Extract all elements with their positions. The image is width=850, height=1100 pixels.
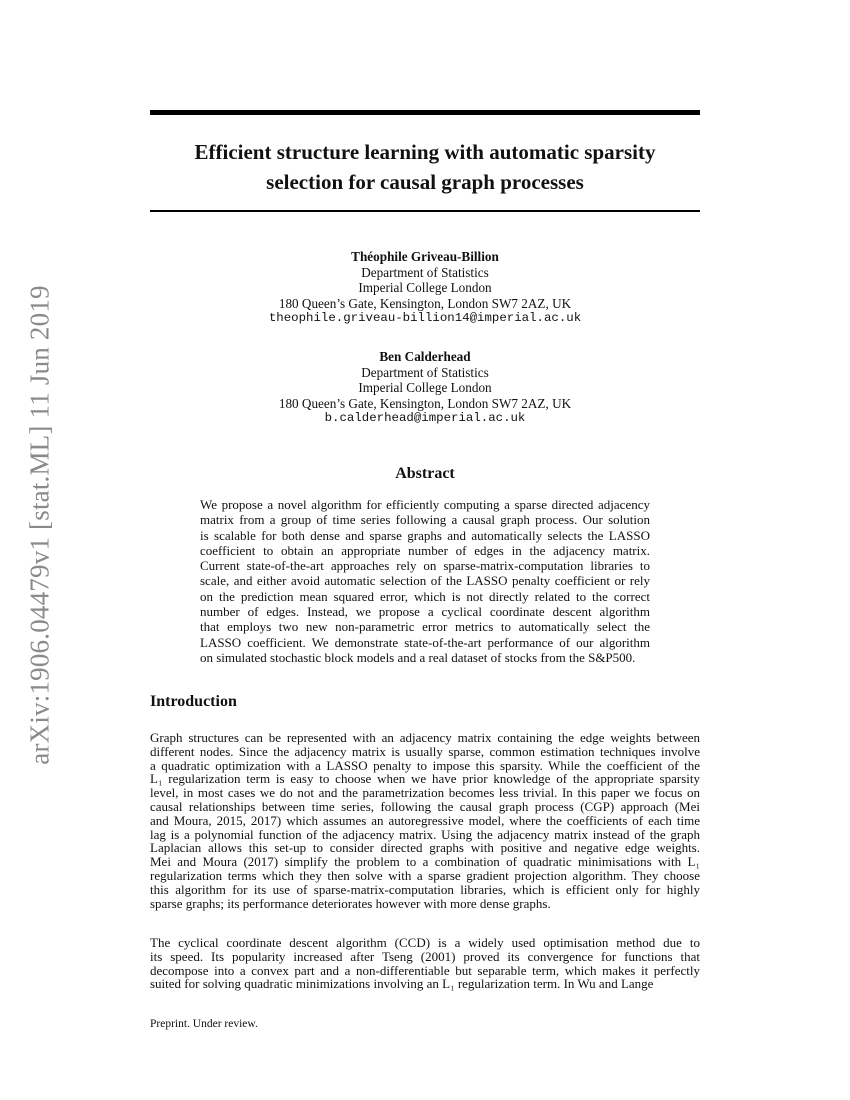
introduction-heading: Introduction xyxy=(150,693,237,710)
paper-title xyxy=(150,137,700,197)
author-email[interactable]: theophile.griveau-billion14@imperial.ac.uk xyxy=(268,311,582,326)
text-line: level, in most cases we do not and the parametrization becomes less trivial. In this paper we focus on xyxy=(150,785,700,801)
text-line: its speed. Its popularity increased after Tseng (2001) proved its convergence for functions that xyxy=(150,948,700,964)
text-line: and Moura, 2015, 2017) which assumes an autoregressive model, where the coefficients of each time xyxy=(150,812,700,828)
author-address: 180 Queen’s Gate, Kensington, London SW7 2AZ, UK xyxy=(278,295,572,311)
author-email[interactable]: b.calderhead@imperial.ac.uk xyxy=(324,411,526,426)
author-inst: Imperial College London xyxy=(358,380,492,396)
text-line: decompose into a convex part and a non-differentiable but separable term, which makes it perfectly xyxy=(150,962,700,978)
text-line: Current state-of-the-art approaches rely on sparse-matrix-computation libraries to xyxy=(200,558,650,574)
footer-note: Preprint. Under review. xyxy=(150,1018,258,1030)
text-line: regularization terms which they then solve with a sparse gradient projection algorithm. They choose xyxy=(150,867,700,883)
author-address: 180 Queen’s Gate, Kensington, London SW7 2AZ, UK xyxy=(278,395,572,411)
text-line: a quadratic optimization with a LASSO penalty to impose this sparsity. While the coefficient of the xyxy=(150,757,700,773)
abstract-heading: Abstract xyxy=(395,465,455,482)
intro-paragraph-2 xyxy=(150,936,700,991)
text-line: Graph structures can be represented with an adjacency matrix containing the edge weights between xyxy=(150,730,700,745)
text-line: on simulated stochastic block models and a real dataset of stocks from the S&P500. xyxy=(200,649,636,665)
title-rule-bottom xyxy=(150,210,700,212)
text-line: causal relationships between time series, following the causal graph process (CGP) approach (Mei xyxy=(150,798,700,814)
text-line: Mei and Moura (2017) simplify the problem to a combination of quadratic minimisations with L₁ xyxy=(150,854,700,870)
title-rule-top xyxy=(150,110,700,115)
text-line: lag is a polynomial function of the adjacency matrix. Using the adjacency matrix instead of the graph xyxy=(150,826,700,842)
text-line: suited for solving quadratic minimizations involving an L₁ regularization term. In Wu and Lange xyxy=(150,976,654,992)
text-line: this algorithm for its use of sparse-matrix-computation libraries, which is efficient only for highly xyxy=(150,881,700,897)
text-line: on the prediction mean squared error, which is not directly related to the correct xyxy=(200,588,650,604)
text-line: The cyclical coordinate descent algorithm (CCD) is a widely used optimisation method due to xyxy=(150,935,700,950)
title-line: Efficient structure learning with automatic sparsity xyxy=(194,140,656,164)
text-line: matrix from a group of time series following a causal graph process. Our solution xyxy=(200,512,650,528)
text-line: LASSO coefficient. We demonstrate state-of-the-art performance of our algorithm xyxy=(200,634,650,650)
text-line: coefficient to obtain an appropriate number of edges in the adjacency matrix. xyxy=(200,542,650,558)
author-block xyxy=(150,349,700,427)
abstract-body xyxy=(200,497,650,665)
arxiv-stamp: arXiv:1906.04479v1 [stat.ML] 11 Jun 2019 xyxy=(24,285,55,765)
author-name: Ben Calderhead xyxy=(379,349,471,364)
intro-paragraph-1 xyxy=(150,731,700,910)
text-line: Laplacian allows this set-up to consider directed graphs with positive and negative edge weights. xyxy=(150,840,700,856)
author-dept: Department of Statistics xyxy=(361,364,489,380)
title-line: selection for causal graph processes xyxy=(266,170,584,194)
text-line: sparse graphs; its performance deteriorates however with more dense graphs. xyxy=(150,895,551,911)
text-line: different nodes. Since the adjacency matrix is usually sparse, common estimation techniques involve xyxy=(150,743,700,759)
text-line: We propose a novel algorithm for efficiently computing a sparse directed adjacency xyxy=(200,497,650,512)
author-inst: Imperial College London xyxy=(358,280,492,296)
text-line: number of edges. Instead, we propose a cyclical coordinate descent algorithm xyxy=(200,604,650,620)
text-line: that employs two new non-parametric error metrics to automatically select the xyxy=(200,619,650,635)
text-line: L₁ regularization term is easy to choose when we have prior knowledge of the appropriate sparsity xyxy=(150,771,700,787)
text-line: is scalable for both dense and sparse graphs and automatically selects the LASSO xyxy=(200,527,650,543)
author-block xyxy=(150,249,700,327)
text-line: scale, and either avoid automatic selection of the LASSO penalty coefficient or rely xyxy=(200,573,650,589)
author-name: Théophile Griveau-Billion xyxy=(351,249,499,264)
author-dept: Department of Statistics xyxy=(361,264,489,280)
